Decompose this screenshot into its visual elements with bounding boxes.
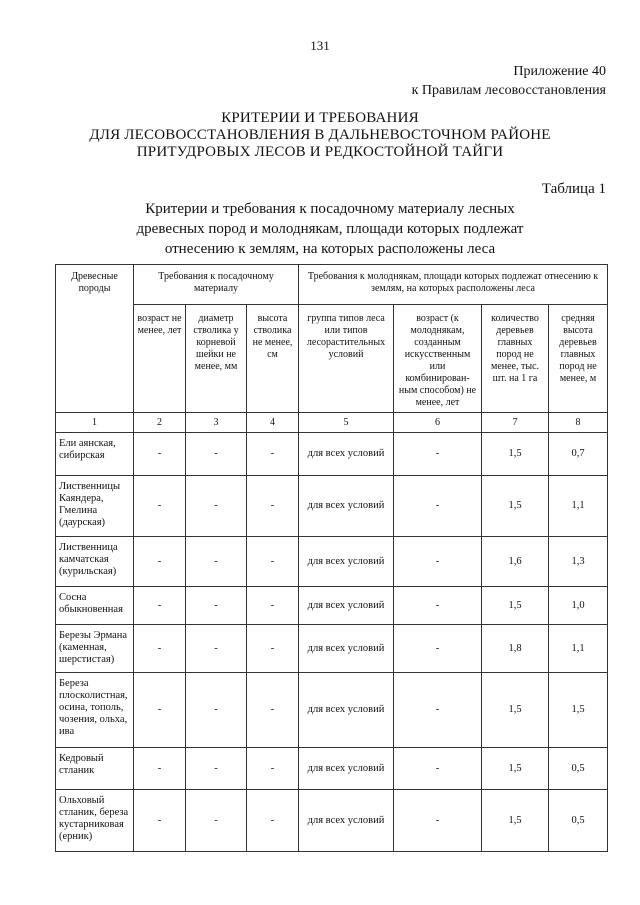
table-row xyxy=(56,433,608,476)
mean-height-cell: 0,5 xyxy=(549,748,608,790)
requirements-table xyxy=(55,264,608,852)
diameter-cell: - xyxy=(186,587,247,625)
mean-height-cell: 1,1 xyxy=(549,625,608,673)
title-line-3: ПРИТУДРОВЫХ ЛЕСОВ И РЕДКОСТОЙНОЙ ТАЙГИ xyxy=(136,144,504,160)
forest-group-cell: для всех условий xyxy=(299,587,394,625)
trees-count-cell: 1,5 xyxy=(482,433,549,476)
height-cell: - xyxy=(247,537,299,587)
height-cell: - xyxy=(247,790,299,852)
height-cell: - xyxy=(247,625,299,673)
mean-height-cell: 1,0 xyxy=(549,587,608,625)
age-cell: - xyxy=(134,790,186,852)
forest-group-cell: для всех условий xyxy=(299,748,394,790)
header-young-stands: Требования к молоднякам, площади которых подлежат отнесению к землям, на которых расположены леса xyxy=(299,265,608,305)
column-number: 4 xyxy=(247,413,299,433)
young-age-cell: - xyxy=(394,476,482,537)
table-caption xyxy=(100,199,560,259)
forest-group-cell: для всех условий xyxy=(299,673,394,748)
trees-count-cell: 1,5 xyxy=(482,476,549,537)
diameter-cell: - xyxy=(186,748,247,790)
appendix-line-2: к Правилам лесовосстановления xyxy=(411,83,606,98)
appendix-reference xyxy=(412,62,606,100)
species-cell: Лиственницы Каяндера, Гмелина (даурская) xyxy=(56,476,134,537)
young-age-cell: - xyxy=(394,537,482,587)
forest-group-cell: для всех условий xyxy=(299,476,394,537)
caption-line-3: отнесению к землям, на которых расположены леса xyxy=(164,241,496,257)
column-number: 1 xyxy=(56,413,134,433)
subheader-diameter: диаметр стволика у корневой шейки не менее, мм xyxy=(186,305,247,413)
mean-height-cell: 1,5 xyxy=(549,673,608,748)
table-row xyxy=(56,748,608,790)
document-title xyxy=(0,110,640,161)
height-cell: - xyxy=(247,673,299,748)
column-number: 6 xyxy=(394,413,482,433)
diameter-cell: - xyxy=(186,790,247,852)
forest-group-cell: для всех условий xyxy=(299,625,394,673)
column-number: 2 xyxy=(134,413,186,433)
subheader-age: возраст не менее, лет xyxy=(134,305,186,413)
age-cell: - xyxy=(134,673,186,748)
subheader-mean-height: средняя высота деревьев главных пород не менее, м xyxy=(549,305,608,413)
age-cell: - xyxy=(134,625,186,673)
title-line-2: ДЛЯ ЛЕСОВОССТАНОВЛЕНИЯ В ДАЛЬНЕВОСТОЧНОМ РАЙОНЕ xyxy=(89,127,551,143)
species-cell: Березы Эрмана (каменная, шерстистая) xyxy=(56,625,134,673)
subheader-forest-group: группа типов леса или типов лесорастительных условий xyxy=(299,305,394,413)
young-age-cell: - xyxy=(394,790,482,852)
subheader-height: высота стволика не менее, см xyxy=(247,305,299,413)
age-cell: - xyxy=(134,748,186,790)
trees-count-cell: 1,6 xyxy=(482,537,549,587)
young-age-cell: - xyxy=(394,587,482,625)
table-row xyxy=(56,625,608,673)
species-cell: Кедровый стланик xyxy=(56,748,134,790)
height-cell: - xyxy=(247,587,299,625)
young-age-cell: - xyxy=(394,673,482,748)
species-cell: Ольховый стланик, береза кустарниковая (ерник) xyxy=(56,790,134,852)
height-cell: - xyxy=(247,476,299,537)
trees-count-cell: 1,5 xyxy=(482,790,549,852)
age-cell: - xyxy=(134,587,186,625)
header-planting-material: Требования к посадочному материалу xyxy=(134,265,299,305)
height-cell: - xyxy=(247,748,299,790)
column-number: 3 xyxy=(186,413,247,433)
table-row xyxy=(56,673,608,748)
trees-count-cell: 1,5 xyxy=(482,673,549,748)
diameter-cell: - xyxy=(186,433,247,476)
age-cell: - xyxy=(134,537,186,587)
column-number: 5 xyxy=(299,413,394,433)
age-cell: - xyxy=(134,433,186,476)
diameter-cell: - xyxy=(186,625,247,673)
diameter-cell: - xyxy=(186,476,247,537)
appendix-line-1: Приложение 40 xyxy=(513,64,606,79)
height-cell: - xyxy=(247,433,299,476)
young-age-cell: - xyxy=(394,433,482,476)
column-number: 7 xyxy=(482,413,549,433)
forest-group-cell: для всех условий xyxy=(299,790,394,852)
forest-group-cell: для всех условий xyxy=(299,537,394,587)
species-cell: Ели аянская, сибирская xyxy=(56,433,134,476)
species-cell: Береза плосколистная, осина, тополь, чозения, ольха, ива xyxy=(56,673,134,748)
trees-count-cell: 1,5 xyxy=(482,587,549,625)
species-cell: Сосна обыкновенная xyxy=(56,587,134,625)
trees-count-cell: 1,8 xyxy=(482,625,549,673)
mean-height-cell: 0,5 xyxy=(549,790,608,852)
mean-height-cell: 0,7 xyxy=(549,433,608,476)
page-number: 131 xyxy=(310,38,330,53)
table-row xyxy=(56,587,608,625)
table-number: Таблица 1 xyxy=(541,181,606,197)
title-line-1: КРИТЕРИИ И ТРЕБОВАНИЯ xyxy=(221,110,419,126)
caption-line-2: древесных пород и молоднякам, площади которых подлежат xyxy=(136,221,524,237)
subheader-trees-count: количество деревьев главных пород не менее, тыс. шт. на 1 га xyxy=(482,305,549,413)
table-row xyxy=(56,476,608,537)
table-row xyxy=(56,537,608,587)
young-age-cell: - xyxy=(394,625,482,673)
species-cell: Лиственница камчатская (курильская) xyxy=(56,537,134,587)
diameter-cell: - xyxy=(186,673,247,748)
diameter-cell: - xyxy=(186,537,247,587)
mean-height-cell: 1,1 xyxy=(549,476,608,537)
forest-group-cell: для всех условий xyxy=(299,433,394,476)
young-age-cell: - xyxy=(394,748,482,790)
trees-count-cell: 1,5 xyxy=(482,748,549,790)
mean-height-cell: 1,3 xyxy=(549,537,608,587)
table-row xyxy=(56,790,608,852)
column-number: 8 xyxy=(549,413,608,433)
header-species: Древесные породы xyxy=(56,265,134,413)
subheader-young-age: возраст (к молоднякам, созданным искусственным или комбинирован-ным способом) не менее, лет xyxy=(394,305,482,413)
caption-line-1: Критерии и требования к посадочному материалу лесных xyxy=(145,201,515,217)
age-cell: - xyxy=(134,476,186,537)
